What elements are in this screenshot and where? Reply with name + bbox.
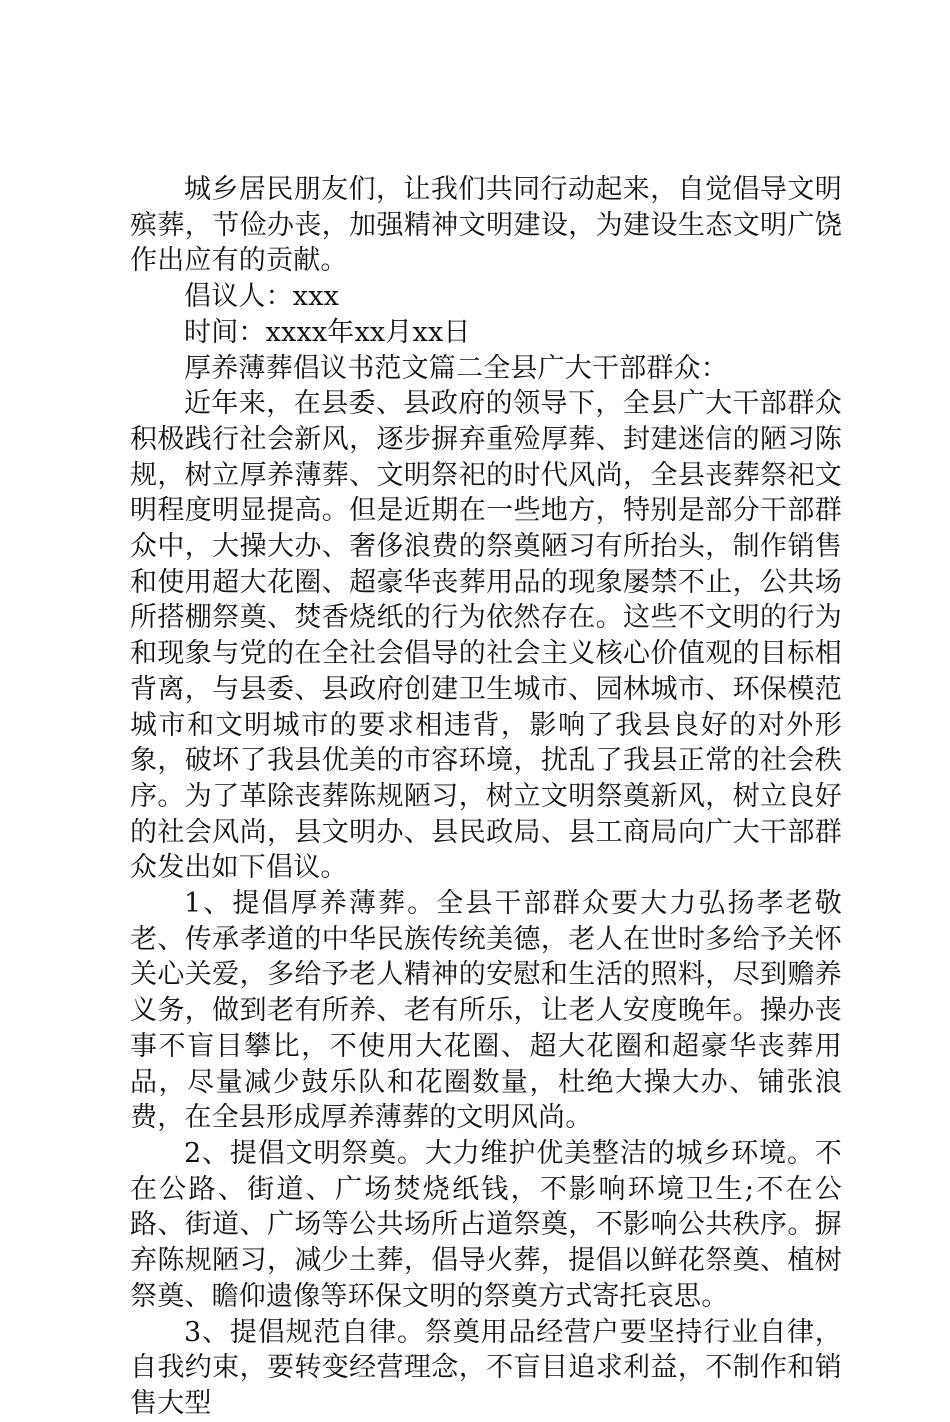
paragraph-appeal-closing: 城乡居民朋友们，让我们共同行动起来，自觉倡导文明殡葬，节俭办丧，加强精神文明建设，为建设生态文明广饶作出应有的贡献。: [130, 174, 842, 277]
paragraph-second-title: 厚养薄葬倡议书范文篇二全县广大干部群众：: [184, 352, 728, 384]
paragraph-date: 时间：xxxx年xx月xx日: [184, 316, 471, 348]
paragraph-item-1: 1、提倡厚养薄葬。全县干部群众要大力弘扬孝老敬老、传承孝道的中华民族传统美德，老人在世时多给予关怀关心关爱，多给予老人精神的安慰和生活的照料，尽到赡养义务，做到老有所养、老有所乐，让老人安度晚年。操办丧事不盲目攀比，不使用大花圈、超大花圈和超豪华丧葬用品，尽量减少鼓乐队和花圈数量，杜绝大操大办、铺张浪费，在全县形成厚养薄葬的文明风尚。: [130, 888, 842, 1134]
paragraph-item-3: 3、提倡规范自律。祭奠用品经营户要坚持行业自律，自我约束，要转变经营理念，不盲目追求利益，不制作和销售大型: [130, 1316, 842, 1419]
paragraph-item-2: 2、提倡文明祭奠。大力维护优美整洁的城乡环境。不在公路、街道、广场焚烧纸钱，不影响环境卫生;不在公路、街道、广场等公共场所占道祭奠，不影响公共秩序。摒弃陈规陋习，减少土葬，倡导火葬，提倡以鲜花祭奠、植树祭奠、瞻仰遗像等环保文明的祭奠方式寄托哀思。: [130, 1137, 842, 1312]
document-body: [130, 172, 842, 1422]
paragraph-initiator: 倡议人：xxx: [184, 281, 340, 313]
paragraph-intro: 近年来，在县委、县政府的领导下，全县广大干部群众积极践行社会新风，逐步摒弃重殓厚葬、封建迷信的陋习陈规，树立厚养薄葬、文明祭祀的时代风尚，全县丧葬祭祀文明程度明显提高。但是近期在一些地方，特别是部分干部群众中，大操大办、奢侈浪费的祭奠陋习有所抬头，制作销售和使用超大花圈、超豪华丧葬用品的现象屡禁不止，公共场所搭棚祭奠、焚香烧纸的行为依然存在。这些不文明的行为和现象与党的在全社会倡导的社会主义核心价值观的目标相背离，与县委、县政府创建卫生城市、园林城市、环保模范城市和文明城市的要求相违背，影响了我县良好的对外形象，破坏了我县优美的市容环境，扰乱了我县正常的社会秩序。为了革除丧葬陈规陋习，树立文明祭奠新风，树立良好的社会风尚，县文明办、县民政局、县工商局向广大干部群众发出如下倡议。: [130, 388, 842, 884]
